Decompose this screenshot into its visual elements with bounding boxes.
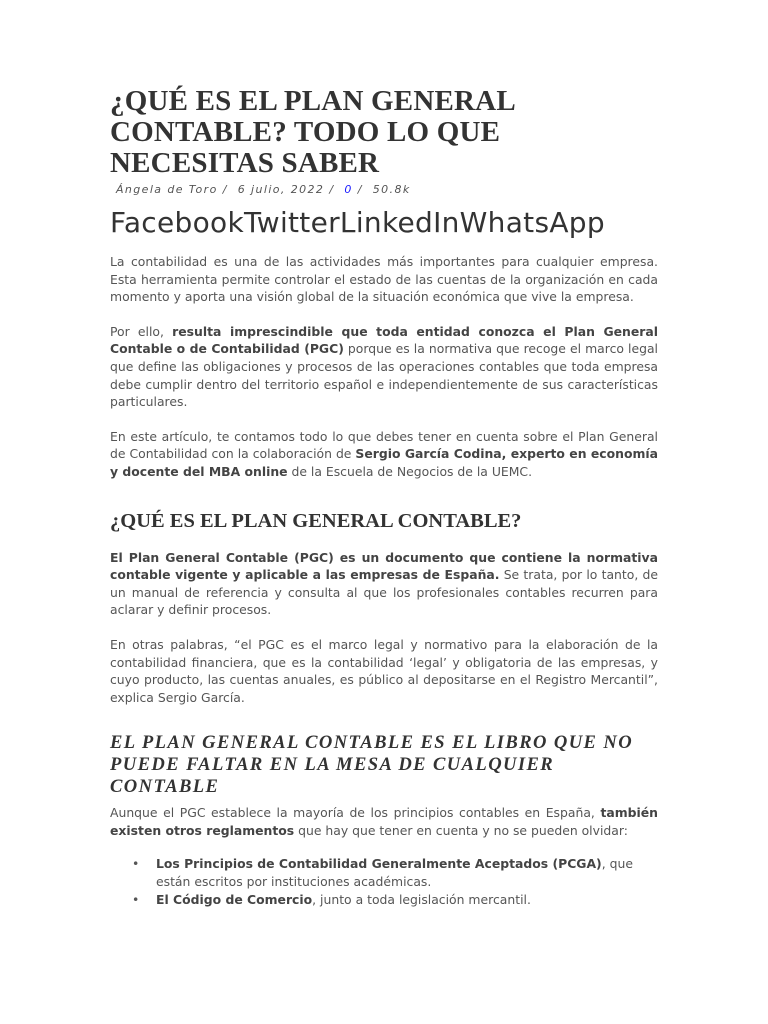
meta-separator: / xyxy=(222,183,228,196)
paragraph-text: Por ello, xyxy=(110,323,173,339)
paragraph-regulations xyxy=(110,804,658,839)
article xyxy=(110,86,658,908)
paragraph-text: Se trata, por lo tanto, de un manual de referencia y consulta al que los profesionales contables recurren para aclarar y definir procesos. xyxy=(110,567,658,618)
paragraph-text: En este artículo, te contamos todo lo que debes tener en cuenta sobre el Plan General de Contabilidad con la colaboración de xyxy=(110,428,658,462)
list-item xyxy=(132,891,658,909)
share-facebook-link[interactable]: Facebook xyxy=(110,206,244,239)
paragraph-importance xyxy=(110,323,658,411)
page-title: ¿QUÉ ES EL PLAN GENERAL CONTABLE? TODO LO QUE NECESITAS SABER xyxy=(110,85,515,179)
paragraph-text: Aunque el PGC establece la mayoría de los principios contables en España, xyxy=(110,805,601,821)
subsection-heading: EL PLAN GENERAL CONTABLE ES EL LIBRO QUE NO PUEDE FALTAR EN LA MESA DE CUALQUIER CONTABLE xyxy=(110,732,634,798)
paragraph-text: que hay que tener en cuenta y no se pueden olvidar: xyxy=(294,822,628,838)
paragraph-bold-text: resulta imprescindible que toda entidad conozca el Plan General Contable o de Contabilidad (PGC) xyxy=(110,323,658,357)
bullet-icon: • xyxy=(132,891,140,907)
section-heading: ¿QUÉ ES EL PLAN GENERAL CONTABLE? xyxy=(110,509,522,532)
paragraph-definition xyxy=(110,549,658,619)
paragraph-text: de la Escuela de Negocios de la UEMC. xyxy=(287,463,533,479)
post-meta xyxy=(116,183,658,196)
paragraph-bold-text: El Plan General Contable (PGC) es un documento que contiene la normativa contable vigente y aplicable a las empresas de España. xyxy=(110,549,658,583)
post-date: 6 julio, 2022 xyxy=(237,183,325,196)
meta-separator: / xyxy=(357,183,363,196)
list-item-bold-text: Los Principios de Contabilidad Generalmente Aceptados (PCGA) xyxy=(156,856,602,872)
comments-count-link[interactable]: 0 xyxy=(344,183,353,196)
intro-paragraph: La contabilidad es una de las actividades más importantes para cualquier empresa. Esta herramienta permite controlar el estado de las cuentas de la organización en cada momento y aporta una visión global de la situación económica que vive la empresa. xyxy=(110,254,658,305)
list-item-text: , que están escritos por instituciones académicas. xyxy=(156,856,633,890)
paragraph-bold-text: Sergio García Codina, experto en economía y docente del MBA online xyxy=(110,446,658,479)
paragraph-quote: En otras palabras, “el PGC es el marco legal y normativo para la elaboración de la contabilidad financiera, que es la contabilidad ‘legal’ y obligatoria de las empresas, y cuyo producto, las cuentas anuales, es público al depositarse en el Registro Mercantil”, explica Sergio García. xyxy=(110,636,658,705)
author-link[interactable]: Ángela de Toro xyxy=(116,183,218,196)
paragraph-bold-text: también existen otros reglamentos xyxy=(110,805,658,838)
list-item-text: , junto a toda legislación mercantil. xyxy=(312,891,531,907)
list-item xyxy=(132,855,658,890)
paragraph-text: porque es la normativa que recoge el marco legal que define las obligaciones y procesos de las operaciones contables que toda empresa debe cumplir dentro del territorio español e independientemente de sus características particulares. xyxy=(110,341,658,410)
share-linkedin-link[interactable]: LinkedIn xyxy=(339,206,460,239)
list-item-bold-text: El Código de Comercio xyxy=(156,891,313,907)
paragraph-collaboration xyxy=(110,428,658,481)
meta-separator: / xyxy=(329,183,335,196)
views-count: 50.8k xyxy=(372,183,411,196)
share-twitter-link[interactable]: Twitter xyxy=(243,206,340,239)
bullet-icon: • xyxy=(132,856,140,872)
regulations-list xyxy=(110,855,658,908)
share-links xyxy=(110,206,658,239)
share-whatsapp-link[interactable]: WhatsApp xyxy=(459,206,605,239)
